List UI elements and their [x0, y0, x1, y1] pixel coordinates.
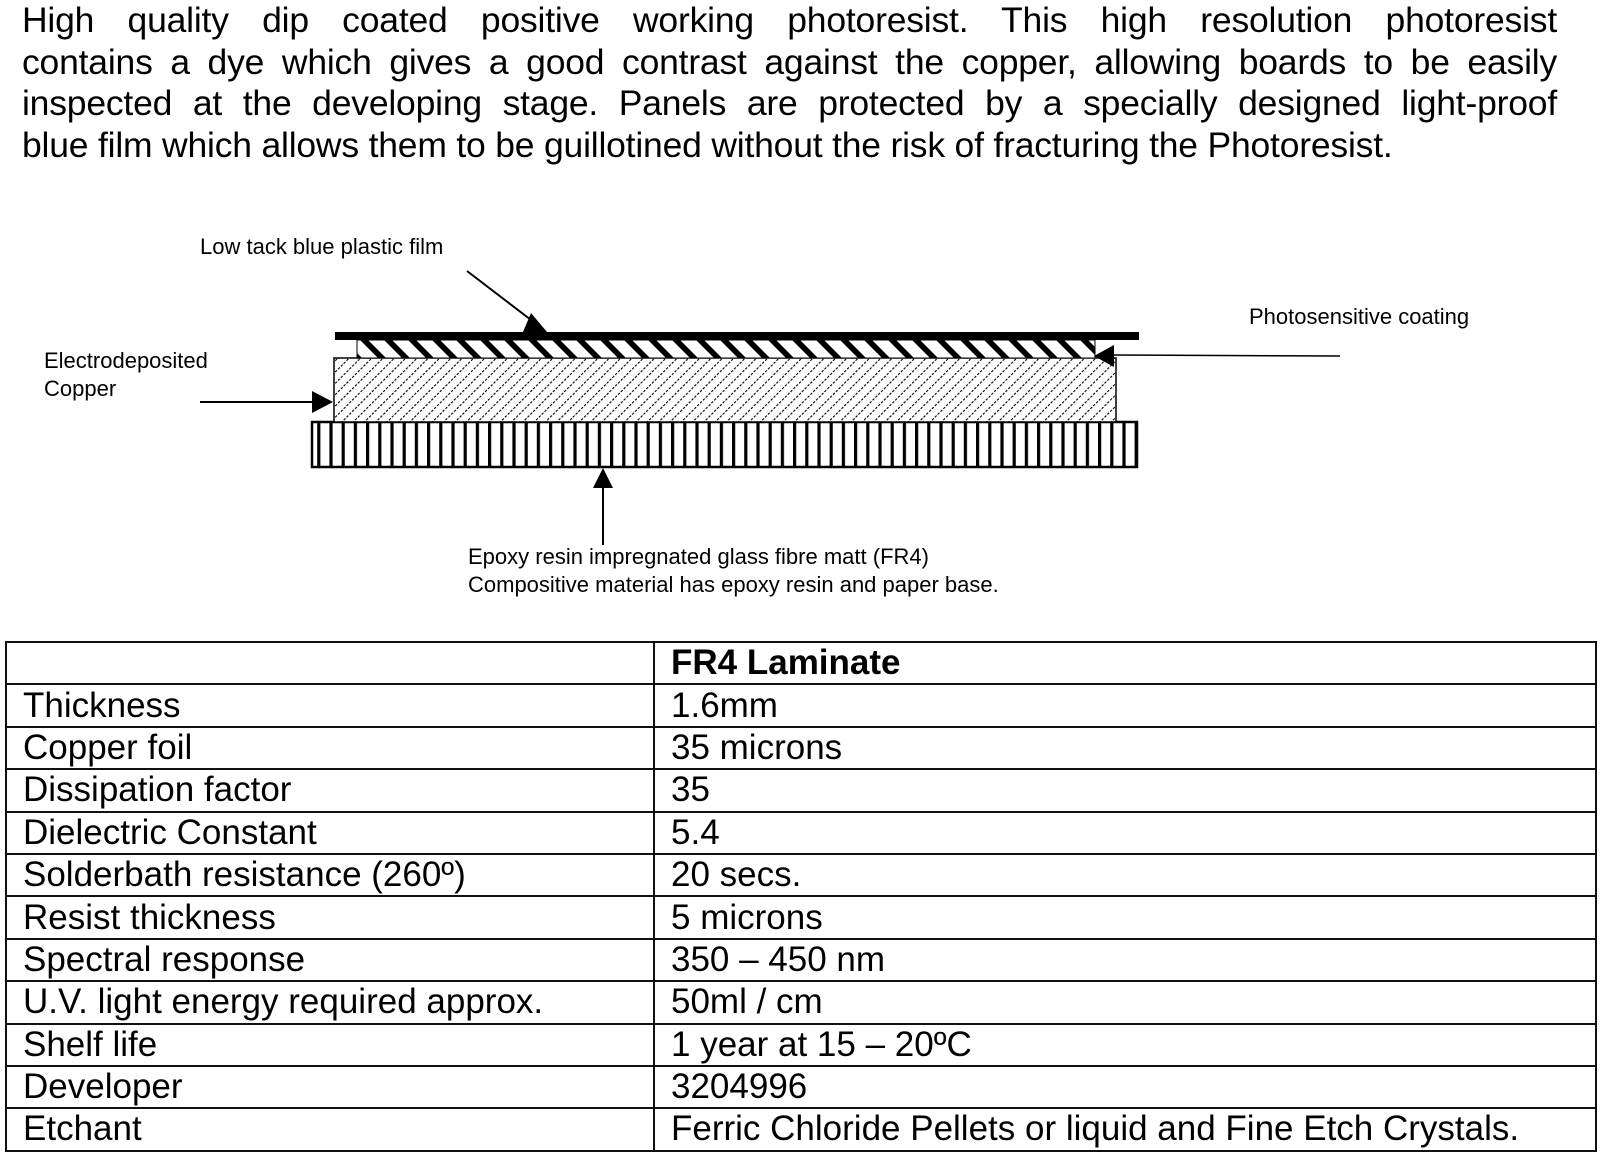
- copper-arrow-icon: [200, 391, 333, 413]
- value-cell: 5.4: [654, 812, 1596, 854]
- property-cell: Dissipation factor: [6, 769, 654, 811]
- property-cell: Spectral response: [6, 939, 654, 981]
- table-header-row: [6, 642, 1596, 684]
- property-cell: Thickness: [6, 684, 654, 726]
- fr4-base-layer: [312, 422, 1137, 467]
- table-row: [6, 727, 1596, 769]
- table-row: [6, 1108, 1596, 1150]
- intro-line: contains a dye which gives a good contrast against the copper, allowing boards to be easily: [22, 41, 1557, 82]
- value-cell: 20 secs.: [654, 854, 1596, 896]
- table-row: [6, 939, 1596, 981]
- base-label-line1: Epoxy resin impregnated glass fibre matt (FR4): [468, 544, 929, 569]
- film-arrow-icon: [467, 271, 547, 332]
- value-cell: 50ml / cm: [654, 981, 1596, 1023]
- film-label: Low tack blue plastic film: [200, 234, 444, 259]
- base-label-line2: Compositive material has epoxy resin and paper base.: [468, 572, 999, 597]
- property-cell: Solderbath resistance (260º): [6, 854, 654, 896]
- value-cell: 1 year at 15 – 20ºC: [654, 1024, 1596, 1066]
- table-row: [6, 1024, 1596, 1066]
- table-row: [6, 854, 1596, 896]
- value-cell: Ferric Chloride Pellets or liquid and Fine Etch Crystals.: [654, 1108, 1596, 1150]
- table-row: [6, 1066, 1596, 1108]
- specifications-table: [5, 641, 1597, 1152]
- value-cell: 35: [654, 769, 1596, 811]
- property-cell: Etchant: [6, 1108, 654, 1150]
- table-row: [6, 684, 1596, 726]
- table-row: [6, 812, 1596, 854]
- intro-line: inspected at the developing stage. Panels are protected by a specially designed light-proof: [22, 83, 1557, 123]
- table-row: [6, 981, 1596, 1023]
- property-cell: Resist thickness: [6, 896, 654, 938]
- value-cell: 35 microns: [654, 727, 1596, 769]
- copper-label-line2: Copper: [44, 376, 117, 401]
- value-cell: 350 – 450 nm: [654, 939, 1596, 981]
- intro-line: blue film which allows them to be guillotined without the risk of fracturing the Photoresist.: [22, 124, 1393, 165]
- copper-layer: [334, 358, 1116, 422]
- value-cell: 3204996: [654, 1066, 1596, 1108]
- value-cell: 1.6mm: [654, 684, 1596, 726]
- property-cell: Shelf life: [6, 1024, 654, 1066]
- pcb-layer-diagram: [0, 220, 1600, 620]
- table-header-cell: FR4 Laminate: [654, 642, 1596, 684]
- table-header-cell: [6, 642, 654, 684]
- table-row: [6, 769, 1596, 811]
- base-arrow-icon: [593, 468, 613, 545]
- photosensitive-coating-layer: [357, 340, 1095, 358]
- property-cell: Copper foil: [6, 727, 654, 769]
- table-row: [6, 896, 1596, 938]
- coating-arrow-icon: [1094, 345, 1340, 367]
- property-cell: U.V. light energy required approx.: [6, 981, 654, 1023]
- property-cell: Developer: [6, 1066, 654, 1108]
- coating-label: Photosensitive coating: [1249, 304, 1470, 329]
- intro-paragraph: [22, 0, 1557, 166]
- plastic-film-layer: [335, 332, 1139, 340]
- property-cell: Dielectric Constant: [6, 812, 654, 854]
- value-cell: 5 microns: [654, 896, 1596, 938]
- copper-label-line1: Electrodeposited: [44, 348, 208, 373]
- intro-line: High quality dip coated positive working photoresist. This high resolution photoresist: [22, 0, 1557, 40]
